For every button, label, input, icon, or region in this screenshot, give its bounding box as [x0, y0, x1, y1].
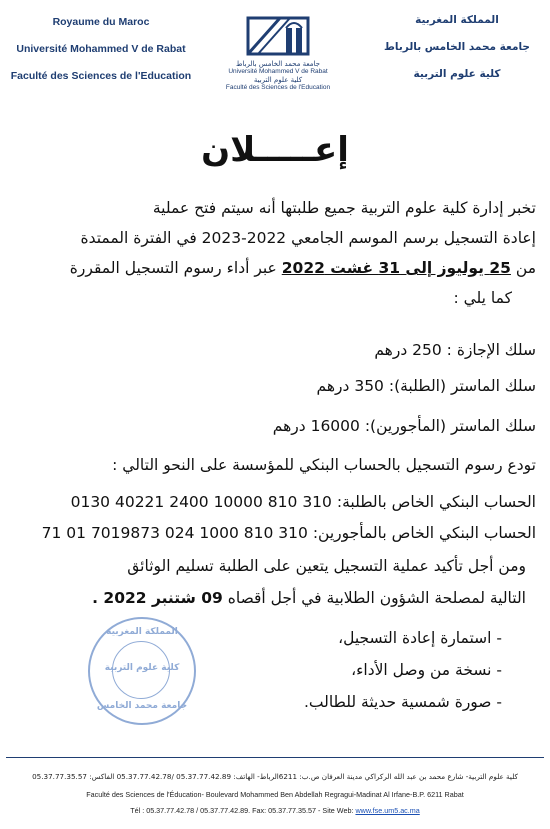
intro-line-4: كما يلي :	[453, 289, 512, 307]
document-item-text: نسخة من وصل الأداء،	[351, 661, 492, 679]
intro-line-3	[16, 258, 536, 278]
logo-caption-ar-faculty: كلية علوم التربية	[253, 76, 303, 84]
footer-contact	[6, 806, 544, 815]
bank-account-employees-number: 71 01 7019873 024 1000 810 310	[41, 524, 308, 542]
bank-account-students-number: 0130 40221 2400 10000 810 310	[70, 493, 332, 511]
document-item-text: صورة شمسية حديثة للطالب.	[303, 693, 492, 711]
intro-line-1: تخبر إدارة كلية علوم التربية جميع طلبتها أنه سيتم فتح عملية	[152, 199, 536, 217]
header-university-ar: جامعة محمد الخامس بالرباط	[384, 41, 530, 53]
footer-french-address: Faculté des Sciences de l'Éducation- Boulevard Mohammed Ben Abdellah Regragui-Madinat Al Irfane-B.P. 6211 Rabat	[86, 790, 464, 799]
university-emblem-icon	[246, 12, 310, 56]
header-faculty-ar: كلية علوم التربية	[413, 68, 501, 80]
deposit-note: تودع رسوم التسجيل بالحساب البنكي للمؤسسة على النحو التالي :	[112, 456, 536, 474]
header-french	[6, 16, 196, 97]
website-link[interactable]: www.fse.um5.ac.ma	[355, 806, 420, 815]
footer-contact-text: Tél : 05.37.77.42.78 / 05.37.77.42.89. Fax: 05.37.77.35.57 - Site Web:	[130, 806, 356, 815]
intro-line-2: إعادة التسجيل برسم الموسم الجامعي 2022-2023 في الفترة الممتدة	[80, 229, 536, 247]
intro-line-3-post: عبر أداء رسوم التسجيل المقررة	[69, 259, 277, 277]
announcement-title: إعـــــلان	[201, 130, 349, 170]
header-arabic	[372, 14, 542, 95]
header-faculty-fr: Faculté des Sciences de l'Education	[10, 70, 192, 82]
bank-account-students-label: الحساب البنكي الخاص بالطلبة:	[336, 493, 536, 511]
stamp-top-text: المملكة المغربية	[106, 627, 178, 637]
document-item: - نسخة من وصل الأداء،	[351, 661, 502, 679]
university-logo	[222, 12, 334, 92]
document-item: - استمارة إعادة التسجيل،	[338, 629, 502, 647]
fee-master-employees: سلك الماستر (المأجورين): 16000 درهم	[272, 417, 536, 435]
documents-note-line-1: ومن أجل تأكيد عملية التسجيل يتعين على الطلبة تسليم الوثائق	[127, 557, 526, 575]
intro-paragraph	[16, 198, 536, 318]
fee-master-students: سلك الماستر (الطلبة): 350 درهم	[316, 377, 536, 395]
stamp-bottom-text: جامعة محمد الخامس	[96, 701, 188, 711]
logo-caption-fr-faculty: Faculté des Sciences de l'Education	[225, 84, 331, 91]
bank-account-employees	[42, 523, 536, 543]
footer-arabic-address: كلية علوم التربية- شارع محمد بن عبد الله الركراكي مدينة العرفان ص.ب: 6211الرباط- الهاتف: 05.37.77.42.89 /05.37.77.42.78 الفاكس: 05.37.77.35.57	[32, 772, 518, 781]
logo-caption-ar-university: جامعة محمد الخامس بالرباط	[235, 60, 321, 68]
fee-license: سلك الإجازة : 250 درهم	[374, 341, 536, 359]
bank-account-students	[71, 492, 536, 512]
header-country-fr: Royaume du Maroc	[52, 16, 150, 28]
official-stamp	[88, 617, 196, 725]
intro-line-3-pre: من	[515, 259, 536, 277]
documents-note-line-2	[92, 588, 526, 608]
footer-divider	[6, 757, 544, 758]
document-item: - صورة شمسية حديثة للطالب.	[303, 693, 502, 711]
bank-account-employees-label: الحساب البنكي الخاص بالمأجورين:	[312, 524, 536, 542]
documents-deadline: 09 شتنبر 2022 .	[92, 589, 223, 607]
header-country-ar: المملكة المغربية	[415, 14, 499, 26]
registration-period: 25 يوليوز إلى 31 غشت 2022	[281, 259, 511, 277]
stamp-center-text: كلية علوم التربية	[104, 663, 180, 673]
logo-caption-fr-university: Université Mohammed V de Rabat	[228, 68, 328, 75]
documents-note-line-2-pre: التالية لمصلحة الشؤون الطلابية في أجل أقصاه	[227, 589, 526, 607]
document-item-text: استمارة إعادة التسجيل،	[338, 629, 492, 647]
header-university-fr: Université Mohammed V de Rabat	[16, 43, 186, 55]
